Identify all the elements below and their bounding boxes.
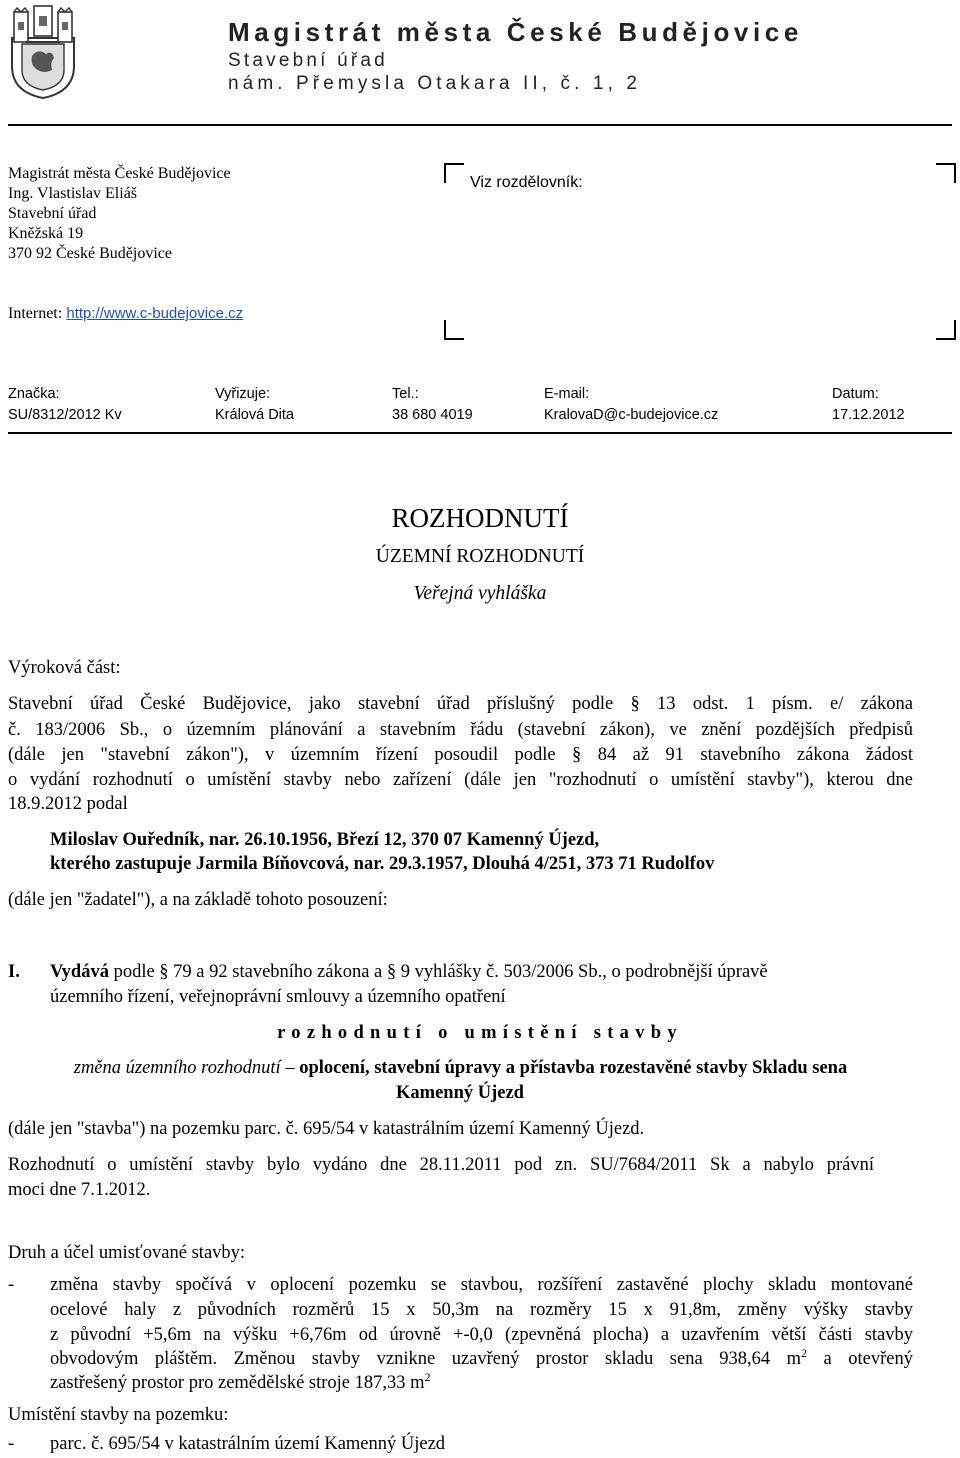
superscript: 2 bbox=[424, 1369, 431, 1384]
description-text: a otevřený bbox=[807, 1349, 913, 1369]
description-text: obvodovým pláštěm. Změnou stavby vznikne uzavřený prostor skladu sena 938,64 m bbox=[50, 1349, 801, 1369]
sender-line: Stavební úřad bbox=[8, 205, 97, 222]
placement-label: Umístění stavby na pozemku: bbox=[8, 1405, 229, 1425]
org-name: Magistrát města České Budějovice bbox=[228, 17, 803, 47]
vyrizuje-label: Vyřizuje: bbox=[215, 386, 271, 402]
paragraph-line: o vydání rozhodnutí o umístění stavby nebo zařízení (dále jen "rozhodnutí o umístění stavby"), kterou dne bbox=[8, 770, 913, 790]
vyrizuje-value: Králová Dita bbox=[215, 407, 294, 423]
meta-tel bbox=[392, 384, 473, 426]
placement-item: parc. č. 695/54 v katastrálním území Kamenný Újezd bbox=[50, 1434, 446, 1454]
paragraph-line: Stavební úřad České Budějovice, jako stavební úřad příslušný podle § 13 odst. 1 písm. e/ zákona bbox=[8, 694, 913, 714]
list-dash: - bbox=[8, 1434, 15, 1454]
meta-email bbox=[544, 384, 718, 426]
paragraph-line: 18.9.2012 podal bbox=[8, 794, 128, 814]
section-text: podle § 79 a 92 stavebního zákona a § 9 vyhlášky č. 503/2006 Sb., o podrobnější úpravě bbox=[108, 962, 768, 982]
internet-label: Internet: bbox=[8, 305, 63, 322]
section-verb: Vydává bbox=[50, 962, 109, 982]
public-notice: Veřejná vyhláška bbox=[413, 583, 547, 604]
description-line bbox=[50, 1371, 431, 1397]
window-corner-tr bbox=[936, 163, 956, 183]
decision-subtitle: ÚZEMNÍ ROZHODNUTÍ bbox=[375, 546, 585, 567]
window-corner-br bbox=[936, 320, 956, 340]
description-line: z původní +5,6m na výšku +6,76m od úrovně +-0,0 (zpevněná plocha) a uzavřením větší části stavby bbox=[50, 1325, 913, 1345]
coat-of-arms-logo bbox=[6, 4, 80, 100]
law-ref-rest: , o územním plánování a stavebním řádu (stavební zákon), ve znění pozdějších předpisů bbox=[143, 720, 913, 740]
type-purpose-label: Druh a účel umisťované stavby: bbox=[8, 1243, 246, 1263]
recipient-label: Viz rozdělovník: bbox=[470, 174, 583, 191]
email-label: E-mail: bbox=[544, 386, 590, 402]
meta-vyrizuje bbox=[215, 384, 294, 426]
header-divider bbox=[8, 124, 952, 126]
org-address: nám. Přemysla Otakara II, č. 1, 2 bbox=[228, 73, 642, 94]
prior-decision-line: moci dne 7.1.2012. bbox=[8, 1180, 151, 1200]
change-type: změna územního rozhodnutí bbox=[73, 1058, 281, 1078]
meta-datum bbox=[832, 384, 905, 426]
change-line: změna územního rozhodnutí – oplocení, stavební úpravy a přístavba rozestavěné stavby Skladu sena bbox=[73, 1058, 848, 1078]
description-line bbox=[50, 1347, 913, 1373]
tel-label: Tel.: bbox=[392, 386, 419, 402]
window-corner-bl bbox=[444, 320, 464, 340]
datum-value: 17.12.2012 bbox=[832, 407, 905, 423]
section-line2: územního řízení, veřejnoprávní smlouvy a územního opatření bbox=[50, 987, 506, 1007]
applicant-rep-line: kterého zastupuje Jarmila Bíňovcová, nar. 29.3.1957, Dlouhá 4/251, 373 71 Rudolfov bbox=[50, 854, 715, 874]
change-desc: oplocení, stavební úpravy a přístavba rozestavěné stavby Skladu sena bbox=[299, 1058, 848, 1078]
internet-link[interactable]: http://www.c-budejovice.cz bbox=[66, 305, 244, 322]
section-number: I. bbox=[8, 962, 20, 982]
sender-line: Kněžská 19 bbox=[8, 225, 84, 242]
applicant-note: (dále jen "žadatel"), a na základě tohoto posouzení: bbox=[8, 890, 388, 910]
sender-address bbox=[8, 164, 231, 264]
email-value: KralovaD@c-budejovice.cz bbox=[544, 407, 719, 423]
sender-line: 370 92 České Budějovice bbox=[8, 245, 172, 262]
internet-line bbox=[8, 304, 243, 324]
list-dash: - bbox=[8, 1275, 15, 1295]
window-corner-tl bbox=[444, 163, 464, 183]
tel-value: 38 680 4019 bbox=[392, 407, 473, 423]
description-text: zastřešený prostor pro zemědělské stroje 187,33 m bbox=[50, 1373, 425, 1393]
section-line bbox=[50, 960, 768, 986]
decision-title: ROZHODNUTÍ bbox=[391, 503, 569, 533]
description-line: změna stavby spočívá v oplocení pozemku se stavbou, rozšíření zastavěné plochy skladu montované bbox=[50, 1275, 913, 1295]
verdict-heading: Výroková část: bbox=[8, 658, 121, 678]
znacka-value: SU/8312/2012 Kv bbox=[8, 407, 122, 423]
parcel-line: (dále jen "stavba") na pozemku parc. č. 695/54 v katastrálním území Kamenný Újezd. bbox=[8, 1119, 645, 1139]
znacka-label: Značka: bbox=[8, 386, 60, 402]
change-location: Kamenný Újezd bbox=[396, 1083, 524, 1103]
sender-line: Ing. Vlastislav Eliáš bbox=[8, 185, 138, 202]
description-line: ocelové haly z původních rozměrů 15 x 50,3m na rozměry 15 x 91,8m, změny výšky stavby bbox=[50, 1300, 913, 1320]
applicant-line: Miloslav Ouředník, nar. 26.10.1956, Březí 12, 370 07 Kamenný Újezd, bbox=[50, 830, 600, 850]
paragraph-line bbox=[8, 718, 913, 744]
meta-znacka bbox=[8, 384, 122, 426]
decision-heading: rozhodnutí o umístění stavby bbox=[277, 1023, 683, 1043]
datum-label: Datum: bbox=[832, 386, 879, 402]
department-title: Stavební úřad bbox=[228, 50, 388, 71]
meta-divider bbox=[8, 432, 952, 434]
sender-line: Magistrát města České Budějovice bbox=[8, 165, 231, 182]
superscript: 2 bbox=[801, 1345, 807, 1360]
paragraph-line: (dále jen "stavební zákon"), v územním řízení posoudil podle § 84 až 91 stavebního zákona žádost bbox=[8, 745, 913, 765]
prior-decision-line: Rozhodnutí o umístění stavby bylo vydáno dne 28.11.2011 pod zn. SU/7684/2011 Sk a nabylo právní bbox=[8, 1155, 874, 1175]
law-ref: č. 183/2006 Sb. bbox=[8, 720, 144, 740]
